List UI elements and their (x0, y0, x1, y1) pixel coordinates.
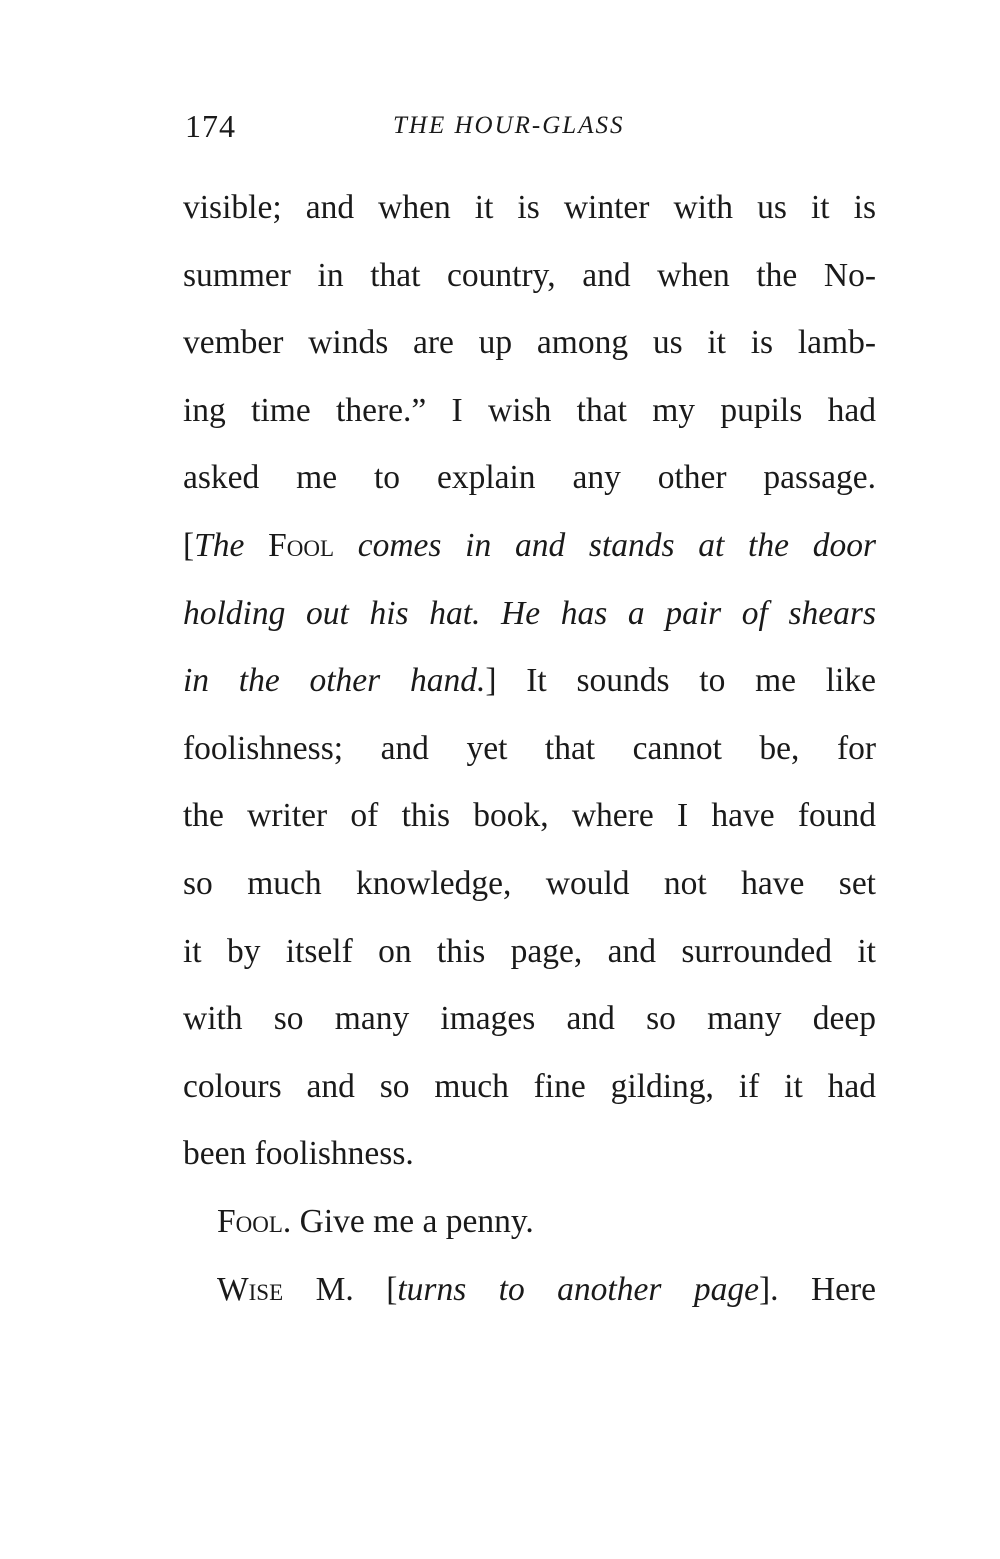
text-line: with so many images and so many deep (183, 1000, 876, 1038)
stage-direction: comes in and stands at the door (357, 526, 876, 564)
text-line (183, 647, 876, 715)
stage-direction: in the other hand. (183, 662, 486, 700)
dialogue-line (183, 1256, 876, 1324)
text-span: ] It sounds to me like (485, 662, 876, 700)
running-title: THE HOUR-GLASS (393, 112, 625, 139)
speaker-name: Fool (268, 526, 335, 564)
page-header (183, 100, 883, 150)
speaker-name: Wise (217, 1270, 284, 1308)
stage-direction-line: holding out his hat. He has a pair of shears (183, 594, 876, 632)
text-line: colours and so much fine gilding, if it had (183, 1067, 876, 1105)
text-line: been foolishness. (183, 1135, 414, 1173)
text-line: foolishness; and yet that cannot be, for (183, 729, 876, 767)
text-line: so much knowledge, would not have set (183, 864, 876, 902)
dialogue-line (183, 1188, 876, 1256)
text-line: summer in that country, and when the No- (183, 256, 876, 294)
body-text (183, 174, 876, 1323)
stage-direction-group (386, 1271, 778, 1308)
text-line: visible; and when it is winter with us it is (183, 189, 876, 226)
text-line: vember winds are up among us it is lamb- (183, 324, 876, 362)
text-line: ing time there.” I wish that my pupils had (183, 391, 876, 429)
stage-direction: The (194, 526, 245, 564)
page-number: 174 (185, 108, 236, 144)
text-line: the writer of this book, where I have found (183, 797, 876, 835)
stage-direction: turns to another page (397, 1270, 759, 1308)
speaker-abbrev: M. (315, 1270, 354, 1308)
bracket: [ (183, 526, 195, 564)
bracket: ]. (758, 1270, 779, 1308)
dialogue-text: Here (810, 1270, 876, 1308)
text-line: it by itself on this page, and surrounded it (183, 932, 876, 970)
bracket: [ (386, 1270, 398, 1308)
stage-direction-line (183, 512, 876, 580)
speaker-name: Fool. (217, 1202, 292, 1240)
text-line: asked me to explain any other passage. (183, 459, 876, 497)
dialogue-text: Give me a penny. (299, 1202, 534, 1240)
